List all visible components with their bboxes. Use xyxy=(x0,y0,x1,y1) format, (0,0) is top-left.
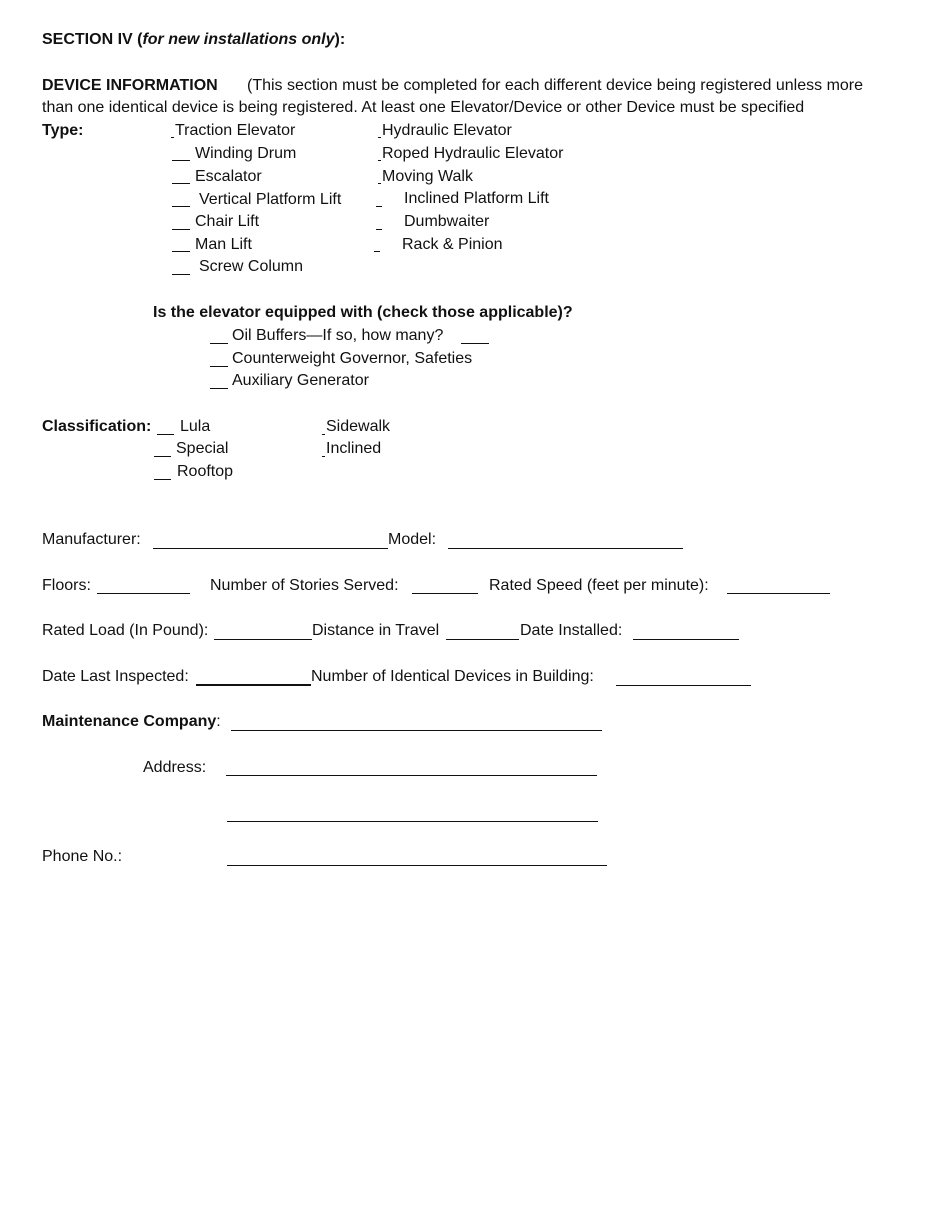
rated-load-label: Rated Load (In Pound): xyxy=(42,622,209,639)
type-checkbox-chair-lift[interactable] xyxy=(172,229,190,230)
equipped-checkbox-auxiliary-generator[interactable] xyxy=(210,388,228,389)
type-label: Type: xyxy=(42,122,84,139)
manufacturer-field[interactable] xyxy=(153,548,388,549)
classification-option-special: Special xyxy=(176,440,229,457)
distance-field[interactable] xyxy=(446,639,519,640)
equipped-question: Is the elevator equipped with (check those applicable)? xyxy=(153,304,573,321)
type-checkbox-vertical-platform-lift[interactable] xyxy=(172,206,190,207)
distance-label: Distance in Travel xyxy=(312,622,440,639)
section-title-italic: for new installations only xyxy=(142,31,335,48)
rated-speed-field[interactable] xyxy=(727,593,830,594)
type-option-chair-lift: Chair Lift xyxy=(195,213,260,230)
equipped-option-oil-buffers: Oil Buffers—If so, how many? xyxy=(232,327,444,344)
section-title-prefix: SECTION IV ( xyxy=(42,31,143,48)
type-checkbox-roped-hydraulic-elevator[interactable] xyxy=(378,160,381,161)
date-installed-label: Date Installed: xyxy=(520,622,623,639)
rated-speed-label: Rated Speed (feet per minute): xyxy=(489,577,709,594)
section-title-suffix: ): xyxy=(334,31,346,48)
address-label: Address: xyxy=(143,759,207,776)
model-field[interactable] xyxy=(448,548,683,549)
type-option-vertical-platform-lift: Vertical Platform Lift xyxy=(199,191,342,208)
type-option-hydraulic-elevator: Hydraulic Elevator xyxy=(382,122,512,139)
equipped-option-auxiliary-generator: Auxiliary Generator xyxy=(232,372,369,389)
device-info-note-line1: (This section must be completed for each different device being registered unless more xyxy=(247,77,864,94)
classification-label: Classification: xyxy=(42,418,152,435)
maintenance-company-colon: : xyxy=(216,713,221,730)
classification-checkbox-special[interactable] xyxy=(154,456,171,457)
maintenance-company-label xyxy=(42,712,221,732)
type-checkbox-inclined-platform-lift[interactable] xyxy=(376,206,382,207)
date-installed-field[interactable] xyxy=(633,639,739,640)
type-checkbox-hydraulic-elevator[interactable] xyxy=(378,137,381,138)
maintenance-company-field[interactable] xyxy=(231,730,602,731)
address-field-line2[interactable] xyxy=(227,821,598,822)
phone-label: Phone No.: xyxy=(42,848,123,865)
identical-devices-label: Number of Identical Devices in Building: xyxy=(311,668,594,685)
floors-field[interactable] xyxy=(97,593,190,594)
type-option-roped-hydraulic-elevator: Roped Hydraulic Elevator xyxy=(382,145,564,162)
type-option-man-lift: Man Lift xyxy=(195,236,252,253)
type-option-traction-elevator: Traction Elevator xyxy=(175,122,296,139)
type-option-dumbwaiter: Dumbwaiter xyxy=(404,213,490,230)
type-option-inclined-platform-lift: Inclined Platform Lift xyxy=(404,190,549,207)
stories-field[interactable] xyxy=(412,593,478,594)
stories-label: Number of Stories Served: xyxy=(210,577,399,594)
equipped-option-counterweight-governor: Counterweight Governor, Safeties xyxy=(232,350,473,367)
maintenance-company-label-text: Maintenance Company xyxy=(42,713,217,730)
floors-label: Floors: xyxy=(42,577,91,594)
type-option-winding-drum: Winding Drum xyxy=(195,145,297,162)
classification-option-inclined: Inclined xyxy=(326,440,382,457)
classification-option-lula: Lula xyxy=(180,418,211,435)
type-option-escalator: Escalator xyxy=(195,168,262,185)
oil-buffers-count-field[interactable] xyxy=(461,343,489,344)
classification-checkbox-lula[interactable] xyxy=(157,434,174,435)
address-field-line1[interactable] xyxy=(226,775,597,776)
equipped-checkbox-counterweight-governor[interactable] xyxy=(210,366,228,367)
type-checkbox-man-lift[interactable] xyxy=(172,251,190,252)
type-checkbox-rack-pinion[interactable] xyxy=(374,251,380,252)
rated-load-field[interactable] xyxy=(214,639,312,640)
type-checkbox-moving-walk[interactable] xyxy=(378,183,381,184)
device-info-note-line2: than one identical device is being registered. At least one Elevator/Device or other Device must be specified xyxy=(42,99,805,116)
date-inspected-label: Date Last Inspected: xyxy=(42,668,189,685)
phone-field[interactable] xyxy=(227,865,607,866)
date-inspected-field[interactable] xyxy=(196,684,311,686)
type-option-moving-walk: Moving Walk xyxy=(382,168,473,185)
type-checkbox-escalator[interactable] xyxy=(172,183,190,184)
equipped-checkbox-oil-buffers[interactable] xyxy=(210,343,228,344)
identical-devices-field[interactable] xyxy=(616,685,751,686)
type-option-screw-column: Screw Column xyxy=(199,258,304,275)
model-label: Model: xyxy=(388,531,437,548)
classification-checkbox-rooftop[interactable] xyxy=(154,479,171,480)
classification-option-sidewalk: Sidewalk xyxy=(326,418,391,435)
type-option-rack-pinion: Rack & Pinion xyxy=(402,236,503,253)
classification-checkbox-sidewalk[interactable] xyxy=(322,434,325,435)
classification-checkbox-inclined[interactable] xyxy=(322,456,325,457)
manufacturer-label: Manufacturer: xyxy=(42,531,141,548)
device-info-heading: DEVICE INFORMATION xyxy=(42,77,218,94)
type-checkbox-dumbwaiter[interactable] xyxy=(376,229,382,230)
type-checkbox-traction-elevator[interactable] xyxy=(171,137,174,138)
type-checkbox-winding-drum[interactable] xyxy=(172,160,190,161)
section-title xyxy=(42,30,345,50)
classification-option-rooftop: Rooftop xyxy=(177,463,234,480)
type-checkbox-screw-column[interactable] xyxy=(172,274,190,275)
